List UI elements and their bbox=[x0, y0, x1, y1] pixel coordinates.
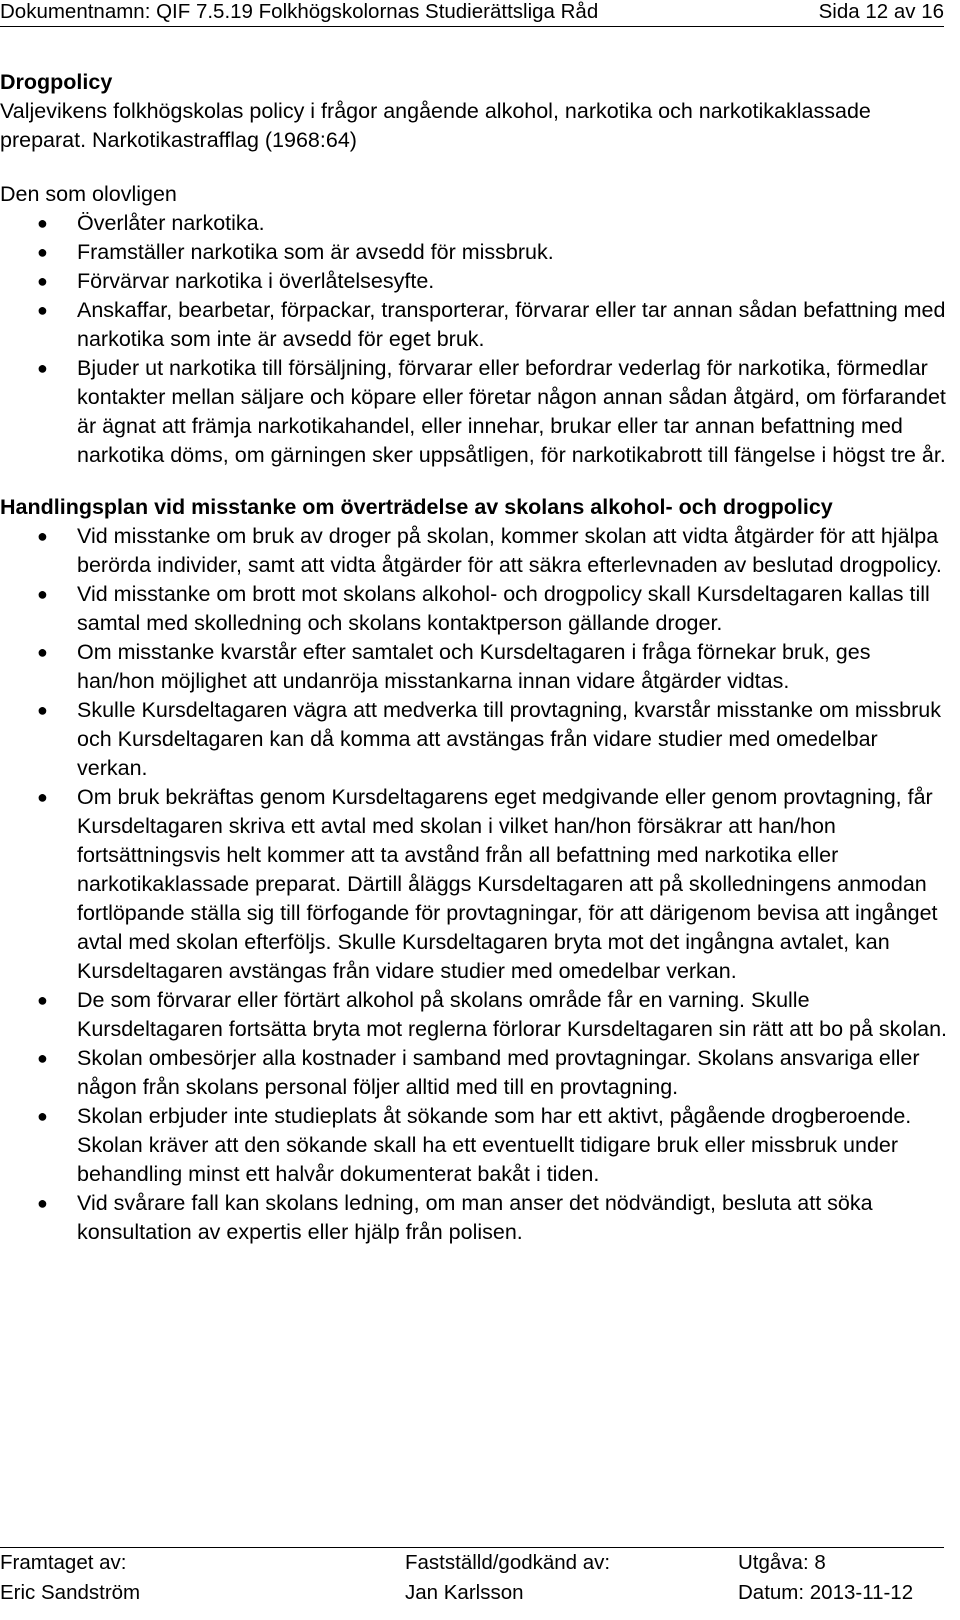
list-item bbox=[0, 1102, 948, 1189]
list-item-text: De som förvarar eller förtärt alkohol på skolans område får en varning. Skulle Kursdeltagaren fortsätta bryta mot reglerna förlorar Kursdeltagaren sin rätt att bo på skolan. bbox=[77, 988, 948, 1041]
section-subtitle: Valjevikens folkhögskolas policy i frågor angående alkohol, narkotika och narkotikaklassade preparat. Narkotikastrafflag (1968:64) bbox=[0, 99, 871, 152]
list-item-text: Vid misstanke om brott mot skolans alkohol- och drogpolicy skall Kursdeltagaren kallas till samtal med skolledning och skolans kontaktperson gällande droger. bbox=[77, 582, 930, 635]
list-item bbox=[0, 267, 948, 296]
bullet-icon: ● bbox=[37, 1193, 48, 1213]
bullet-icon: ● bbox=[37, 787, 48, 807]
bullet-icon: ● bbox=[37, 990, 48, 1010]
document-name: Dokumentnamn: QIF 7.5.19 Folkhögskolornas Studierättsliga Råd bbox=[0, 0, 599, 23]
bullet-icon: ● bbox=[37, 1048, 48, 1068]
bullet-icon: ● bbox=[37, 1106, 48, 1126]
list-item bbox=[0, 354, 948, 470]
list-item bbox=[0, 638, 948, 696]
list-item-text: Framställer narkotika som är avsedd för missbruk. bbox=[77, 240, 554, 264]
bullet-icon: ● bbox=[37, 271, 48, 291]
list-item bbox=[0, 1044, 948, 1102]
intro-text: Den som olovligen bbox=[0, 182, 177, 206]
prepared-by: Eric Sandström bbox=[0, 1581, 141, 1604]
list-item-text: Förvärvar narkotika i överlåtelsesyfte. bbox=[77, 269, 435, 293]
list-item bbox=[0, 986, 948, 1044]
page-header bbox=[0, 0, 944, 27]
approved-label: Fastställd/godkänd av: bbox=[405, 1551, 611, 1574]
bullet-icon: ● bbox=[37, 300, 48, 320]
list-item-text: Om misstanke kvarstår efter samtalet och Kursdeltagaren i fråga förnekar bruk, ges han/hon möjlighet att undanröja misstankarna innan vidare åtgärder vidtas. bbox=[77, 640, 871, 693]
bullet-icon: ● bbox=[37, 213, 48, 233]
list-item-text: Skolan ombesörjer alla kostnader i samband med provtagningar. Skolans ansvariga eller någon från skolans personal följer alltid med till en provtagning. bbox=[77, 1046, 920, 1099]
action-plan-section bbox=[0, 493, 948, 1247]
bullet-icon: ● bbox=[37, 242, 48, 262]
list-item bbox=[0, 209, 948, 238]
prepared-label: Framtaget av: bbox=[0, 1551, 127, 1574]
list-item bbox=[0, 522, 948, 580]
action-plan-list bbox=[0, 522, 948, 1247]
list-item bbox=[0, 1189, 948, 1247]
list-item-text: Vid svårare fall kan skolans ledning, om man anser det nödvändigt, besluta att söka konsultation av expertis eller hjälp från polisen. bbox=[77, 1191, 873, 1244]
bullet-icon: ● bbox=[37, 700, 48, 720]
list-item-text: Skolan erbjuder inte studieplats åt sökande som har ett aktivt, pågående drogberoende. Skolan kräver att den sökande skall ha ett eventuellt tidigare bruk eller missbruk under behandling minst ett halvår dokumenterat bakåt i tiden. bbox=[77, 1104, 912, 1186]
edition-block bbox=[738, 1548, 913, 1608]
list-item bbox=[0, 696, 948, 783]
bullet-icon: ● bbox=[37, 358, 48, 378]
list-item bbox=[0, 580, 948, 638]
list-item-text: Skulle Kursdeltagaren vägra att medverka till provtagning, kvarstår misstanke om missbruk och Kursdeltagaren kan då komma att avstängas från vidare studier med omedelbar verkan. bbox=[77, 698, 941, 780]
document-body bbox=[0, 68, 948, 1247]
bullet-icon: ● bbox=[37, 526, 48, 546]
page-number: Sida 12 av 16 bbox=[818, 0, 944, 23]
bullet-icon: ● bbox=[37, 584, 48, 604]
offense-list bbox=[0, 209, 948, 470]
list-item-text: Anskaffar, bearbetar, förpackar, transporterar, förvarar eller tar annan sådan befattning med narkotika som inte är avsedd för eget bruk. bbox=[77, 298, 946, 351]
edition: Utgåva: 8 bbox=[738, 1551, 826, 1574]
list-item-text: Vid misstanke om bruk av droger på skolan, kommer skolan att vidta åtgärder för att hjälpa berörda individer, samt att vidta åtgärder för att säkra efterlevnaden av beslutad drogpolicy. bbox=[77, 524, 942, 577]
list-item-text: Om bruk bekräftas genom Kursdeltagarens eget medgivande eller genom provtagning, får Kursdeltagaren skriva ett avtal med skolan i vilket han/hon försäkrar att han/hon fortsättningsvis helt kommer att ta avstånd från all befattning med narkotika eller narkotikaklassade preparat. Därtill åläggs Kursdeltagaren att på skolledningens anmodan fortlöpande ställa sig till förfogande för provtagningar, för att därigenom bevisa att ingånget avtal med skolan efterföljs. Skulle Kursdeltagaren bryta mot det ingångna avtalet, kan Kursdeltagaren avstängas från vidare studier med omedelbar verkan. bbox=[77, 785, 938, 983]
bullet-icon: ● bbox=[37, 642, 48, 662]
list-item-text: Överlåter narkotika. bbox=[77, 211, 265, 235]
section-heading: Handlingsplan vid misstanke om överträdelse av skolans alkohol- och drogpolicy bbox=[0, 495, 833, 519]
list-item bbox=[0, 296, 948, 354]
section-title: Drogpolicy bbox=[0, 70, 113, 94]
list-item bbox=[0, 783, 948, 986]
approved-by: Jan Karlsson bbox=[405, 1581, 524, 1604]
prepared-by-block bbox=[0, 1548, 140, 1608]
page-footer bbox=[0, 1547, 944, 1620]
list-item-text: Bjuder ut narkotika till försäljning, förvarar eller befordrar vederlag för narkotika, förmedlar kontakter mellan säljare och köpare eller företar någon annan sådan åtgärd, om förfarandet är ägnat att främja narkotikahandel, eller innehar, brukar eller tar annan befattning med narkotika döms, om gärningen sker uppsåtligen, för narkotikabrott till fängelse i högst tre år. bbox=[77, 356, 946, 467]
list-item bbox=[0, 238, 948, 267]
approved-by-block bbox=[405, 1548, 610, 1608]
drug-policy-section bbox=[0, 68, 948, 470]
date: Datum: 2013-11-12 bbox=[738, 1581, 914, 1604]
